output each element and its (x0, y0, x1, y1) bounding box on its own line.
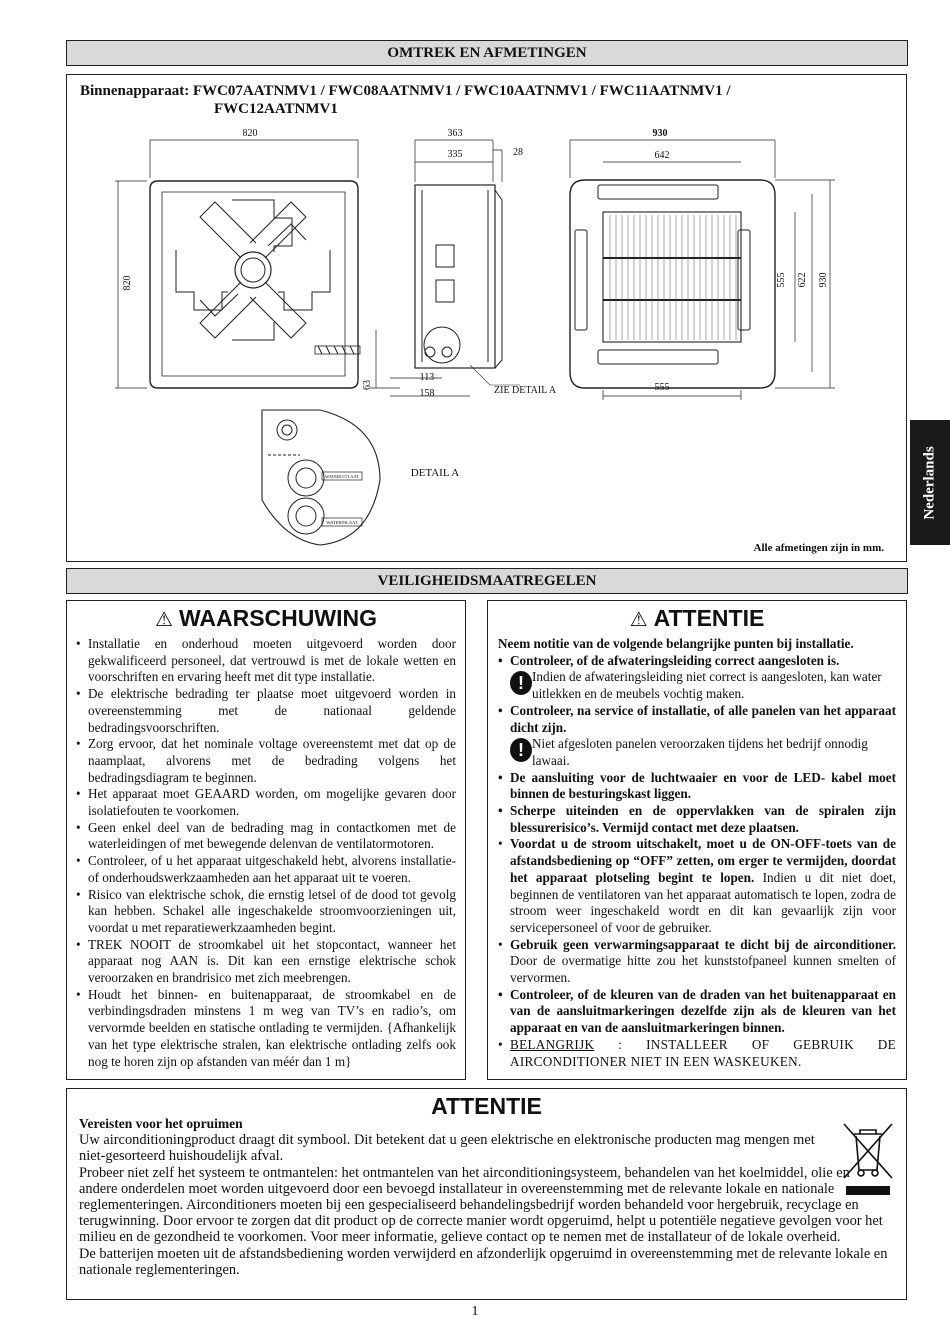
disposal-paragraph-3: De batterijen moeten uit de afstandsbediening worden verwijderd en afzonderlijk opgeruimd in overeenstemming met de relevante lokale en nationale reglementeringen. (79, 1245, 888, 1278)
exclamation-icon: ! (510, 671, 532, 695)
side-view-drawing (390, 140, 520, 396)
dim-side-total: 363 (447, 128, 463, 139)
language-tab (910, 420, 950, 545)
warning-item: • De elektrische bedrading ter plaatse moet uitgevoerd worden in overeenstemming met de nationaal geldende bedradingsvoorschriften. (76, 686, 456, 736)
section-header-outline: OMTREK EN AFMETINGEN (66, 40, 908, 66)
page-number: 1 (471, 1304, 479, 1319)
caution-item: • De aansluiting voor de luchtwaaier en voor de LED- kabel moet binnen de besturingskast liggen. (498, 770, 896, 803)
caution-item-rest: Door de overmatige hitte zou het kunststofpaneel kunnen smelten of vervormen. (510, 953, 896, 986)
disposal-text (79, 1116, 888, 1278)
disposal-paragraph-2: Probeer niet zelf het systeem te ontmantelen: het ontmantelen van het airconditioningsysteem, behandelen van het koelmiddel, olie en andere onderdelen moet worden uitgevoerd door een bevoegd installateur in overeenstemming met de relevante lokale en nationale reglementeringen. Airconditioners moeten bij een gespecialiseerd behandelingsbedrijf worden behandeld voor hergebruik, recyclage en terugwinning. Door ervoor te zorgen dat dit product op de correcte manier wordt opgeruimd, helpt u potentiële negatieve gevolgen voor het milieu en de gezondheid te voorkomen. Voor meer informatie, gelieve contact op te nemen met de installateur of de lokale overheid. (79, 1164, 883, 1246)
caution-title (498, 605, 896, 632)
warning-list (76, 636, 456, 1070)
dim-930-top: 930 (652, 128, 668, 139)
caution-intro: Neem notitie van de volgende belangrijke punten bij installatie. (498, 636, 854, 651)
warning-title-text: WAARSCHUWING (178, 605, 377, 631)
caution-item-rest: : INSTALLEER OF GEBRUIK DE AIRCONDITIONER NIET IN EEN WASKEUKEN. (510, 1036, 896, 1069)
caution-note (498, 736, 896, 769)
bottom-view-drawing (570, 180, 775, 388)
model-line-1: Binnenapparaat: FWC07AATNMV1 / FWC08AATNMV1 / FWC10AATNMV1 / FWC11AATNMV1 / (80, 83, 731, 99)
caution-title-text: ATTENTIE (653, 605, 765, 631)
caution-item (498, 937, 896, 987)
warning-item: • Risico van elektrische schok, die ernstig letsel of de dood tot gevolg kan hebben. Schakel alle ingeschakelde stroomvoorzieningen uit, voordat u met reparatiewerkzaamheden begint. (76, 887, 456, 937)
caution-list-3 (498, 770, 896, 1071)
caution-item: • Controleer, of de afwateringsleiding correct aangesloten is. (498, 653, 896, 670)
warning-title (76, 605, 456, 632)
disposal-title: ATTENTIE (431, 1093, 542, 1119)
detail-a-label: DETAIL A (410, 467, 460, 479)
warning-item: • TREK NOOIT de stroomkabel uit het stopcontact, wanneer het apparaat nog AAN is. Dit kan een ernstige elektrische schok veroorzaken en brandrisico met zich meebrengen. (76, 937, 456, 987)
grille-hatch (610, 215, 736, 340)
warning-item: • Zorg ervoor, dat het nominale voltage overeenstemt met dat op de naamplaat, alvorens met de bedrading volgens het bedradingsdiagram te beginnen. (76, 736, 456, 786)
caution-list (498, 653, 896, 670)
caution-panel (487, 600, 907, 1080)
dim-top-width: 820 (242, 128, 258, 139)
caution-important-label: BELANGRIJK (510, 1036, 595, 1052)
caution-list-2 (498, 703, 896, 736)
dim-642: 642 (654, 150, 670, 161)
caution-note-text: Indien de afwateringsleiding niet correct is aangesloten, kan water uitlekken en de meubels vochtig maken. (532, 669, 882, 702)
warning-triangle-icon: ⚠ (155, 609, 173, 631)
caution-item: • Scherpe uiteinden en de oppervlakken van de spiralen zijn blessurerisico’s. Vermijd contact met deze plaatsen. (498, 803, 896, 836)
warning-item: • Houdt het binnen- en buitenapparaat, de stroomkabel en de verbindingsdraden minstens 1 m weg van TV’s en radio’s, om vervormde beelden en statische ontlading te vermijden. {Afhankelijk van het type elektrische stralen, kan elektrische ontlading zelfs ook nog te horen zijn op afstanden van méér dan 1 m} (76, 987, 456, 1071)
caution-triangle-icon: ⚠ (629, 609, 648, 631)
zie-detail-label: ZIE DETAIL A (494, 385, 557, 396)
detail-a-drawing (262, 410, 380, 545)
exclamation-icon: ! (510, 738, 532, 762)
dim-side-inner: 335 (447, 149, 463, 160)
disposal-paragraph-1: Uw airconditioningproduct draagt dit symbool. Dit betekent dat u geen elektrische en elektronische producten mag mengen met niet-gesorteerd huishoudelijk afval. (79, 1132, 815, 1165)
dim-side-edge: 28 (513, 147, 523, 158)
dimension-drawings (0, 0, 950, 560)
detail-tag-outlet: WATERUITLAAT (325, 474, 359, 479)
caution-item-bold: Voordat u de stroom uitschakelt, moet u de ON-OFF-toets van de afstandsbediening op “OFF” zetten, om erger te vermijden, doordat het apparaat plotseling begint te lopen. (510, 836, 896, 885)
dim-158: 158 (419, 388, 435, 399)
disposal-box (66, 1088, 907, 1300)
caution-item: • Controleer, of de kleuren van de draden van het buitenapparaat en van de aansluitmarkeringen dezelfde zijn als de kleuren van het apparaat en van de aansluitmarkeringen binnen. (498, 987, 896, 1037)
caution-item-rest: Indien u dit niet doet, beginnen de ventilatoren van het apparaat automatisch te lopen, zodra de stroom weer ingeschakeld wordt en dit kan gevaarlijk zijn voor servicepersoneel of voor de gebruiker. (510, 869, 896, 935)
warning-item: • Het apparaat moet GEAARD worden, om mogelijke gevaren door isolatiefouten te voorkomen. (76, 786, 456, 819)
caution-item (498, 1037, 896, 1070)
dim-left-height: 820 (122, 275, 133, 291)
front-view-drawing (115, 140, 400, 388)
weee-bin-icon (840, 1118, 896, 1198)
warning-item: • Controleer, of u het apparaat uitgeschakeld hebt, alvorens installatie- of onderhoudswerkzaamheden aan het apparaat uit te voeren. (76, 853, 456, 886)
caution-item-bold: Gebruik geen verwarmingsapparaat te dicht bij de airconditioner. (510, 936, 896, 952)
dim-930-v: 930 (818, 272, 829, 288)
dim-113: 113 (419, 372, 435, 383)
caution-item: • Controleer, na service of installatie, of alle panelen van het apparaat dicht zijn. (498, 703, 896, 736)
detail-tag-inlet: WATERINLAAT (326, 520, 358, 525)
language-tab-label: Nederlands (921, 445, 938, 520)
caution-item (498, 836, 896, 936)
dim-555-v: 555 (776, 272, 787, 288)
dim-555-h: 555 (654, 382, 670, 393)
disposal-subtitle: Vereisten voor het opruimen (79, 1116, 243, 1131)
dim-63: 63 (362, 380, 373, 390)
warning-item: • Geen enkel deel van de bedrading mag in contactkomen met de waterleidingen of met bewegende delenvan de ventilatormotoren. (76, 820, 456, 853)
unit-note: Alle afmetingen zijn in mm. (753, 542, 884, 554)
section-header-safety: VEILIGHEIDSMAATREGELEN (66, 568, 908, 594)
caution-note (498, 669, 896, 702)
model-line-2: FWC12AATNMV1 (214, 101, 338, 117)
dim-622-v: 622 (797, 272, 808, 288)
warning-panel (66, 600, 466, 1080)
warning-item: • Installatie en onderhoud moeten uitgevoerd worden door gekwalificeerd personeel, dat vertrouwd is met de lokale wetten en voorschriften en ervaring heeft met dit type installatie. (76, 636, 456, 686)
caution-note-text: Niet afgesloten panelen veroorzaken tijdens het bedrijf onnodig lawaai. (532, 736, 868, 768)
